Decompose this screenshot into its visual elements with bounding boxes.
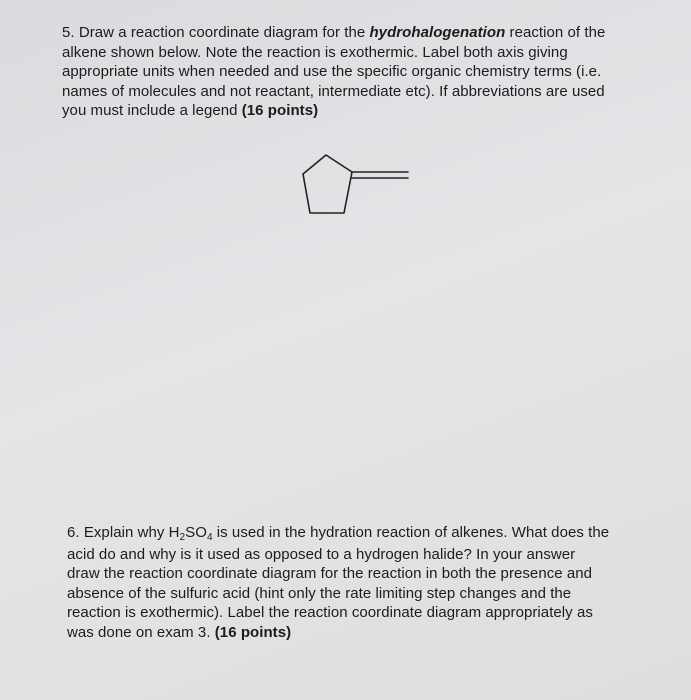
methylenecyclopentane-structure-icon: [296, 150, 416, 225]
q5-text: reaction of the: [505, 24, 606, 41]
q5-line-4: names of molecules and not reactant, intermediate etc). If abbreviations are used: [62, 82, 605, 100]
q6-line-2: acid do and why is it used as opposed to a hydrogen halide? In your answer: [67, 545, 576, 563]
q6-line-3: draw the reaction coordinate diagram for the reaction in both the presence and: [67, 565, 593, 582]
q5-hydrohalogenation-term: hydrohalogenation: [369, 24, 506, 41]
q5-line-5: [62, 101, 662, 121]
question-6: [67, 523, 667, 642]
q6-line-5: reaction is exothermic). Label the reaction coordinate diagram appropriately as: [67, 604, 593, 621]
q6-text: SO: [185, 524, 207, 541]
q6-text: is used in the hydration reaction of alkenes. What does the: [212, 524, 610, 541]
q6-text: was done on exam 3.: [67, 623, 215, 641]
q6-line-6: [67, 623, 667, 643]
q5-line-1: [62, 23, 662, 43]
q6-text: 6. Explain why H: [67, 524, 180, 541]
q5-text: you must include a legend: [62, 102, 242, 119]
q5-points: (16 points): [241, 102, 319, 119]
question-5: [62, 23, 662, 121]
q6-subscript: 4: [206, 532, 213, 543]
q6-subscript: 2: [179, 532, 186, 543]
q6-points: (16 points): [214, 623, 292, 641]
q6-line-1: [67, 523, 667, 545]
q5-text: 5. Draw a reaction coordinate diagram for the: [62, 24, 370, 41]
q6-line-4: absence of the sulfuric acid (hint only the rate limiting step changes and the: [67, 584, 572, 602]
q5-line-2: alkene shown below. Note the reaction is exothermic. Label both axis giving: [62, 43, 568, 61]
q5-line-3: appropriate units when needed and use the specific organic chemistry terms (i.e.: [62, 63, 602, 80]
